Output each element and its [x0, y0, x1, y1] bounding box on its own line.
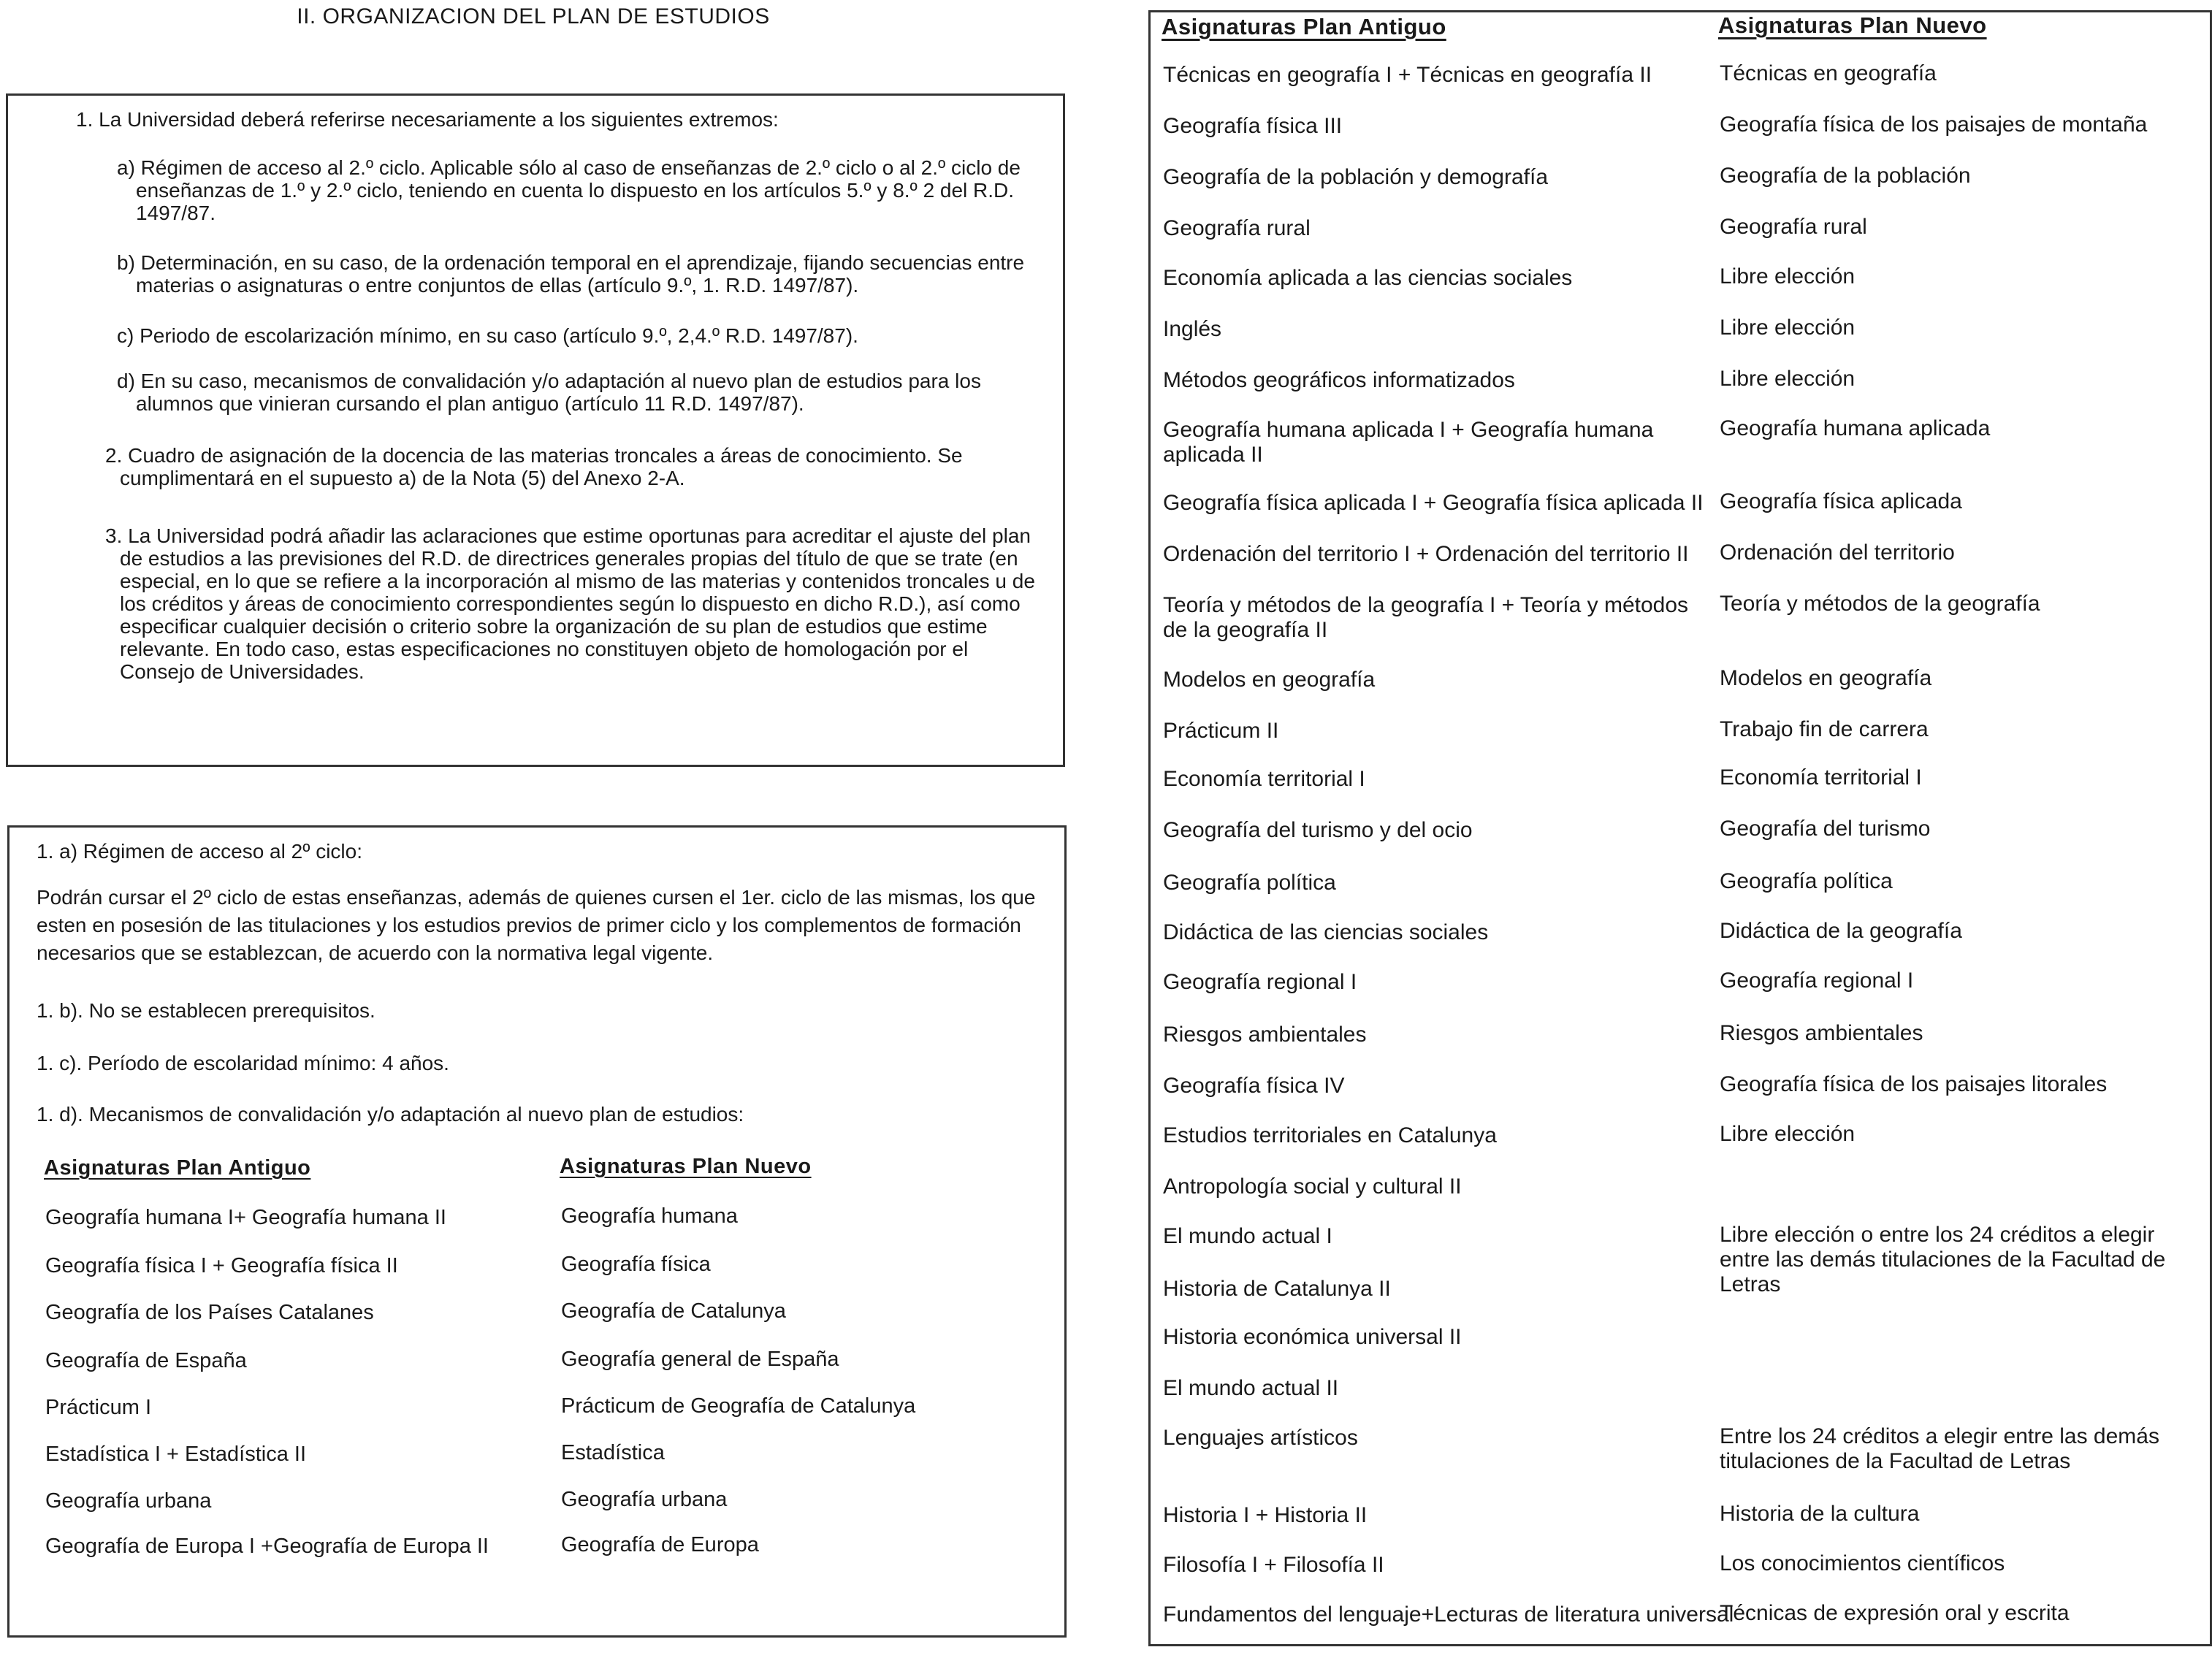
right-row-old: Ordenación del territorio I + Ordenación del territorio II	[1163, 542, 1689, 566]
convalidation-line: 1. d). Mecanismos de convalidación y/o adaptación al nuevo plan de estudios:	[37, 1103, 744, 1126]
access-heading: 1. a) Régimen de acceso al 2º ciclo:	[37, 840, 363, 863]
right-row-old: Prácticum II	[1163, 719, 1279, 743]
requirement-d: d) En su caso, mecanismos de convalidación y/o adaptación al nuevo plan de estudios para los alumnos que vinieran cursando el plan antiguo (artículo 11 R.D. 1497/87).	[117, 370, 981, 415]
right-row-new: Riesgos ambientales	[1720, 1021, 1923, 1045]
right-row-new: Didáctica de la geografía	[1720, 919, 1962, 943]
plan-row-old: Geografía de España	[45, 1349, 247, 1372]
right-row-new: Geografía física de los paisajes de montaña	[1720, 112, 2148, 137]
right-row-new: Teoría y métodos de la geografía	[1720, 592, 2040, 616]
right-row-old: Geografía rural	[1163, 216, 1311, 240]
right-row-new: Ordenación del territorio	[1720, 540, 1955, 565]
right-row-new: Entre los 24 créditos a elegir entre las demás titulaciones de la Facultad de Letras	[1720, 1424, 2159, 1473]
requirement-2: 2. Cuadro de asignación de la docencia de las materias troncales a áreas de conocimiento. Se cumplimentará en el supuesto a) de la Nota (5) del Anexo 2-A.	[105, 444, 963, 489]
right-row-old: Historia de Catalunya II	[1163, 1277, 1391, 1301]
right-row-new: Técnicas de expresión oral y escrita	[1720, 1601, 2070, 1625]
plan-col-new-heading: Asignaturas Plan Nuevo	[560, 1155, 812, 1178]
min-period-line: 1. c). Período de escolaridad mínimo: 4 años.	[37, 1052, 449, 1074]
right-row-old: Riesgos ambientales	[1163, 1023, 1367, 1047]
right-col-new-heading: Asignaturas Plan Nuevo	[1718, 12, 1987, 38]
right-row-new: Libre elección o entre los 24 créditos a elegir entre las demás titulaciones de la Facultad de Letras	[1720, 1223, 2166, 1296]
requirements-intro: 1. La Universidad deberá referirse necesariamente a los siguientes extremos:	[76, 108, 779, 131]
right-row-new: Geografía rural	[1720, 215, 1867, 239]
right-row-new: Geografía física de los paisajes litorales	[1720, 1072, 2108, 1096]
right-row-new: Libre elección	[1720, 367, 1856, 391]
right-row-new: Geografía del turismo	[1720, 817, 1931, 841]
right-row-old: Didáctica de las ciencias sociales	[1163, 920, 1489, 944]
right-row-old: Estudios territoriales en Catalunya	[1163, 1123, 1497, 1147]
right-row-old: Geografía de la población y demografía	[1163, 165, 1549, 189]
right-row-old: Modelos en geografía	[1163, 668, 1376, 692]
plan-row-new: Geografía general de España	[561, 1348, 839, 1371]
right-row-new: Trabajo fin de carrera	[1720, 717, 1929, 741]
right-row-old: Geografía física III	[1163, 114, 1343, 138]
right-row-old: Filosofía I + Filosofía II	[1163, 1553, 1384, 1577]
plan-row-new: Prácticum de Geografía de Catalunya	[561, 1394, 916, 1418]
plan-row-new: Geografía física	[561, 1253, 711, 1276]
plan-row-new: Estadística	[561, 1441, 665, 1464]
plan-row-new: Geografía humana	[561, 1204, 738, 1228]
plan-row-old: Geografía de Europa I +Geografía de Europa II	[45, 1535, 489, 1558]
requirement-a: a) Régimen de acceso al 2.º ciclo. Aplicable sólo al caso de enseñanzas de 2.º ciclo o al 2.º ciclo de enseñanzas de 1.º y 2.º ciclo, teniendo en cuenta lo dispuesto en los artículos 5.º y 8.º 2 del R.D. 1497/87.	[117, 156, 1021, 224]
right-row-old: Geografía humana aplicada I + Geografía humana aplicada II	[1163, 418, 1654, 467]
right-row-old: Lenguajes artísticos	[1163, 1426, 1358, 1450]
requirement-3: 3. La Universidad podrá añadir las aclaraciones que estime oportunas para acreditar el ajuste del plan de estudios a las previsiones del R.D. de directrices generales propias del título de que se trate (en especial, en lo que se refiere a la incorporación al mismo de las materias y contenidos troncales u de los créditos y áreas de conocimiento correspondientes según lo dispuesto en dicho R.D.), así como especificar cualquier decisión o criterio sobre la organización de su plan de estudios que estime relevante. En todo caso, estas especificaciones no constituyen objeto de homologación por el Consejo de Universidades.	[105, 524, 1035, 683]
right-row-new: Los conocimientos científicos	[1720, 1551, 2005, 1575]
right-row-new: Técnicas en geografía	[1720, 61, 1937, 85]
right-row-new: Historia de la cultura	[1720, 1502, 1920, 1526]
requirement-c: c) Periodo de escolarización mínimo, en su caso (artículo 9.º, 2,4.º R.D. 1497/87).	[117, 324, 858, 347]
right-row-new: Geografía regional I	[1720, 969, 1914, 993]
right-row-old: Geografía del turismo y del ocio	[1163, 818, 1473, 842]
right-row-new: Geografía política	[1720, 869, 1893, 893]
right-row-old: Geografía regional I	[1163, 970, 1357, 994]
right-row-new: Libre elección	[1720, 264, 1856, 289]
plan-row-old: Estadística I + Estadística II	[45, 1443, 307, 1466]
access-body: Podrán cursar el 2º ciclo de estas enseñanzas, además de quienes cursen el 1er. ciclo de las mismas, los que esten en posesión de las titulaciones y los estudios previos de primer ciclo y los complementos de formación necesarios que se establezcan, de acuerdo con la normativa legal vigente.	[37, 886, 1036, 964]
plan-col-old-heading: Asignaturas Plan Antiguo	[44, 1156, 311, 1180]
plan-row-old: Geografía humana I+ Geografía humana II	[45, 1206, 446, 1229]
right-row-old: Economía aplicada a las ciencias sociales	[1163, 266, 1573, 290]
right-row-old: Geografía política	[1163, 871, 1336, 895]
right-row-old: Fundamentos del lenguaje+Lecturas de literatura universal	[1163, 1602, 1734, 1627]
right-row-old: El mundo actual II	[1163, 1376, 1339, 1400]
right-row-new: Libre elección	[1720, 1122, 1856, 1146]
right-row-old: Historia económica universal II	[1163, 1325, 1462, 1349]
right-row-old: Geografía física IV	[1163, 1074, 1345, 1098]
right-row-old: El mundo actual I	[1163, 1224, 1332, 1248]
requirement-b: b) Determinación, en su caso, de la ordenación temporal en el aprendizaje, fijando secuencias entre materias o asignaturas o entre conjuntos de ellas (artículo 9.º, 1. R.D. 1497/87).	[117, 251, 1025, 297]
plan-row-old: Geografía de los Países Catalanes	[45, 1301, 374, 1324]
plan-row-new: Geografía de Europa	[561, 1533, 759, 1556]
page-title: II. ORGANIZACION DEL PLAN DE ESTUDIOS	[297, 4, 770, 28]
right-row-new: Economía territorial I	[1720, 765, 1922, 790]
right-row-new: Modelos en geografía	[1720, 666, 1932, 690]
plan-row-old: Prácticum I	[45, 1396, 152, 1419]
right-row-new: Geografía humana aplicada	[1720, 416, 1991, 440]
right-row-new: Geografía de la población	[1720, 164, 1971, 188]
plan-row-new: Geografía de Catalunya	[561, 1299, 786, 1323]
right-row-new: Geografía física aplicada	[1720, 489, 1962, 513]
plan-row-old: Geografía urbana	[45, 1489, 212, 1513]
right-row-new: Libre elección	[1720, 316, 1856, 340]
right-row-old: Antropología social y cultural II	[1163, 1174, 1462, 1199]
right-row-old: Inglés	[1163, 317, 1222, 341]
right-col-old-heading: Asignaturas Plan Antiguo	[1162, 14, 1446, 39]
plan-row-new: Geografía urbana	[561, 1488, 728, 1511]
right-row-old: Teoría y métodos de la geografía I + Teoría y métodos de la geografía II	[1163, 593, 1689, 642]
right-row-old: Métodos geográficos informatizados	[1163, 368, 1515, 392]
plan-row-old: Geografía física I + Geografía física II	[45, 1254, 398, 1277]
right-row-old: Historia I + Historia II	[1163, 1503, 1368, 1527]
right-row-old: Geografía física aplicada I + Geografía física aplicada II	[1163, 491, 1704, 515]
prerequisites-line: 1. b). No se establecen prerequisitos.	[37, 999, 375, 1022]
right-row-old: Técnicas en geografía I + Técnicas en geografía II	[1163, 63, 1652, 87]
right-row-old: Economía territorial I	[1163, 767, 1365, 791]
